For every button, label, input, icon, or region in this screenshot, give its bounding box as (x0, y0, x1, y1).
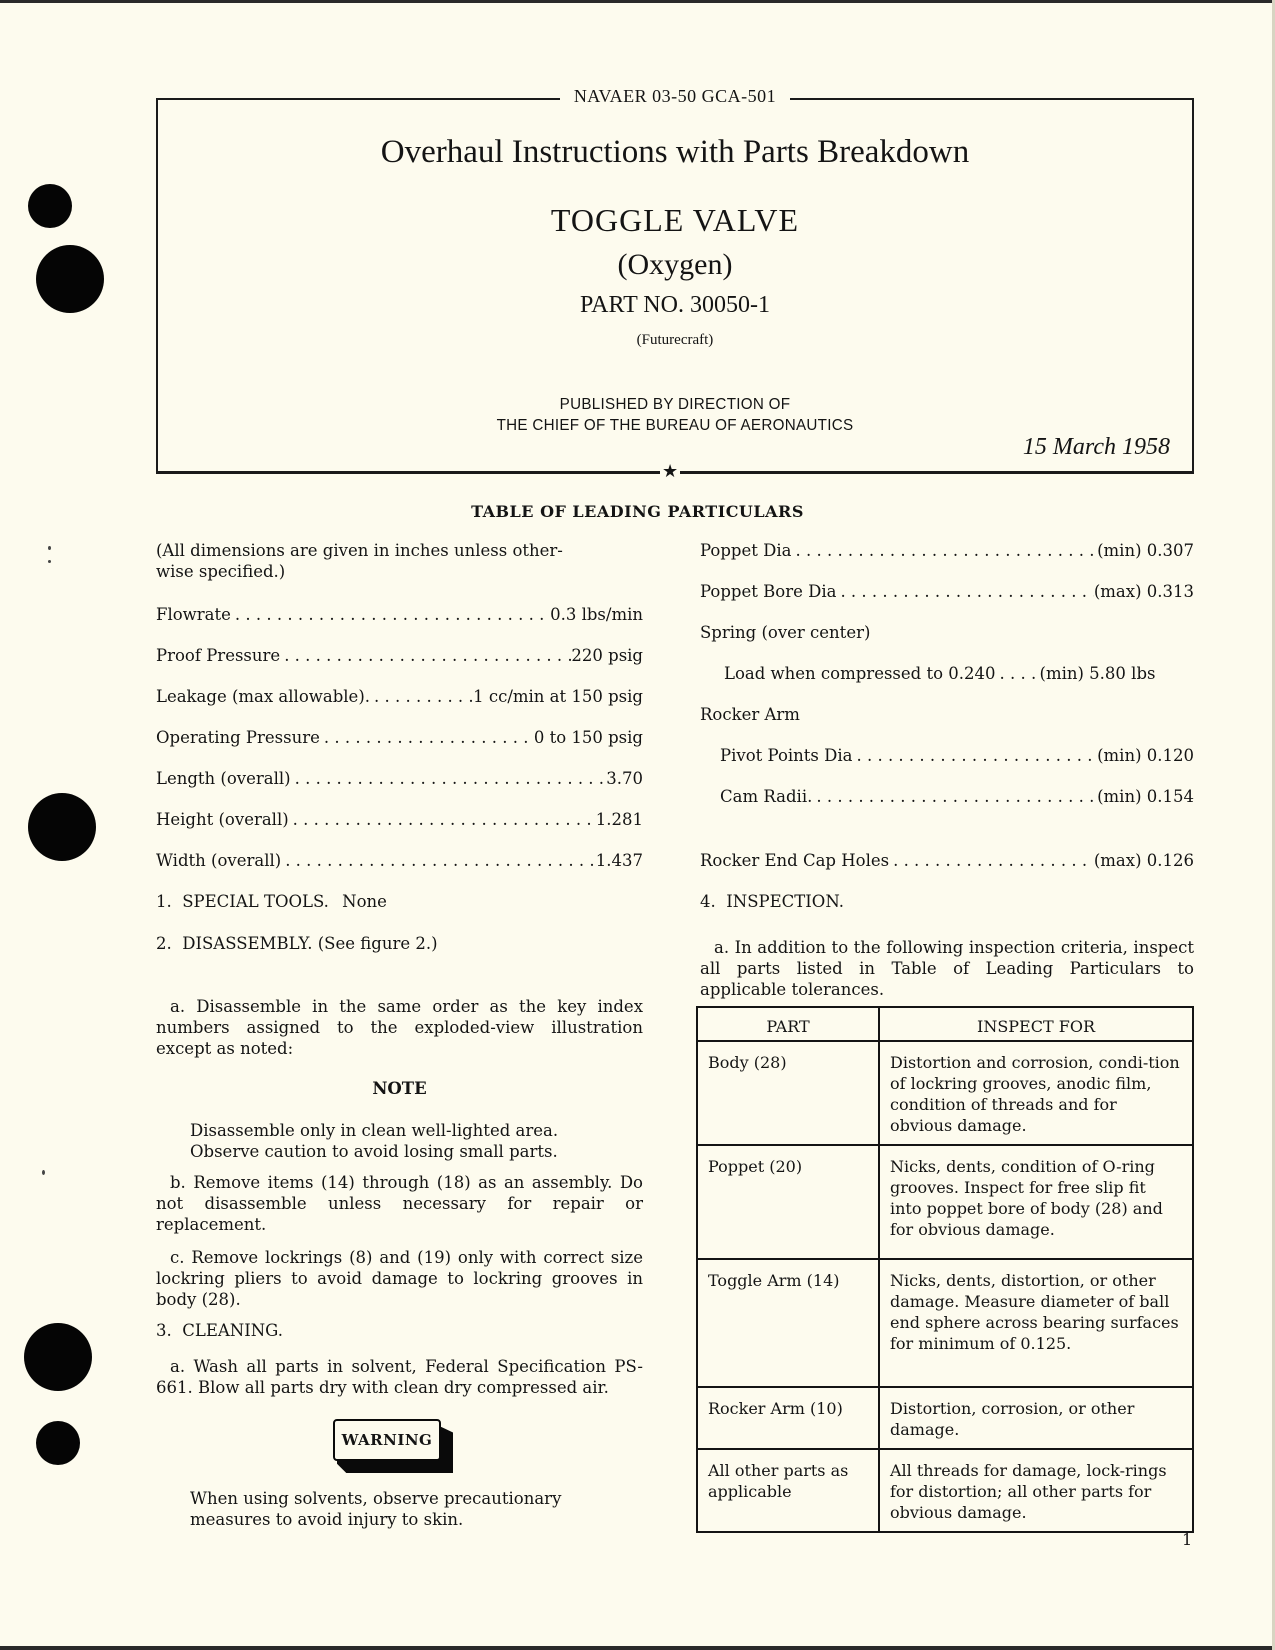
scan-speck (48, 560, 51, 563)
publication-date: 15 March 1958 (1022, 434, 1170, 460)
spec-row-rocker-end-cap: Rocker End Cap Holes . . . (max) 0.126 (700, 850, 1194, 872)
table-row (697, 1259, 1193, 1387)
part-cell: Toggle Arm (14) (697, 1259, 879, 1387)
disassembly-para-b: b. Remove items (14) through (18) as an assembly. Do not disassemble unless necessary for repair or replacement. (156, 1173, 643, 1234)
punch-hole-4 (24, 1323, 92, 1391)
warning-text: When using solvents, observe precautionary measures to avoid injury to skin. (190, 1489, 562, 1529)
disassembly-para-a: a. Disassemble in the same order as the key index numbers assigned to the exploded-view illustration except as noted: (156, 997, 643, 1058)
star-icon: ★ (662, 461, 679, 482)
inspect-cell: Nicks, dents, distortion, or other damage. Measure diameter of ball end sphere across bearing surfaces for minimum of 0.125. (879, 1259, 1193, 1387)
punch-hole-1 (28, 184, 72, 228)
table-row (697, 1041, 1193, 1145)
special-tools-heading: 1. SPECIAL TOOLS. None (156, 892, 387, 911)
product-title: TOGGLE VALVE (550, 202, 800, 238)
spec-row-pivot-points: Pivot Points Dia . . . (min) 0.120 (720, 745, 1194, 767)
part-cell: Poppet (20) (697, 1145, 879, 1259)
main-title: Overhaul Instructions with Parts Breakdown (380, 134, 970, 170)
spec-row-length: Length (overall) . . . 3.70 (156, 768, 643, 790)
spec-row-proof-pressure: Proof Pressure . . . 220 psig (156, 645, 643, 667)
note-title: NOTE (372, 1079, 427, 1098)
note-text: Disassemble only in clean well-lighted area. Observe caution to avoid losing small parts. (190, 1121, 559, 1161)
disassembly-heading: 2. DISASSEMBLY. (See figure 2.) (156, 934, 438, 953)
spec-row-flowrate: Flowrate . . . 0.3 lbs/min (156, 604, 643, 626)
inspect-cell: Distortion and corrosion, condi-tion of lockring grooves, anodic film, condition of threads and for obvious damage. (879, 1041, 1193, 1145)
spec-spring-heading: Spring (over center) (700, 623, 871, 642)
inspection-para-a: a. In addition to the following inspection criteria, inspect all parts listed in Table of Leading Particulars to applicable tolerances. (700, 938, 1194, 999)
spec-row-operating-pressure: Operating Pressure . . . 0 to 150 psig (156, 727, 643, 749)
scan-speck (42, 1170, 45, 1175)
inspection-table (696, 1006, 1194, 1533)
spec-row-cam-radii: Cam Radii. . . . (min) 0.154 (720, 786, 1194, 808)
special-tools-value: None (342, 892, 387, 911)
part-cell: All other parts as applicable (697, 1449, 879, 1532)
spec-row-spring-load: Load when compressed to 0.240 . . . (min) 5.80 lbs (724, 663, 1194, 685)
table-row (697, 1387, 1193, 1449)
spec-row-poppet-bore-dia: Poppet Bore Dia . . . (max) 0.313 (700, 581, 1194, 603)
inspect-cell: All threads for damage, lock-rings for distortion; all other parts for obvious damage. (879, 1449, 1193, 1532)
inspect-cell: Nicks, dents, condition of O-ring grooves. Inspect for free slip fit into poppet bore of body (28) and for obvious damage. (879, 1145, 1193, 1259)
inspection-heading: 4. INSPECTION. (700, 892, 844, 911)
column-header-part: PART (697, 1007, 879, 1041)
punch-hole-5 (36, 1421, 80, 1465)
product-subtitle: (Oxygen) (617, 248, 733, 281)
scan-speck (48, 546, 51, 550)
spec-row-height: Height (overall) . . . 1.281 (156, 809, 643, 831)
spec-rocker-arm-heading: Rocker Arm (700, 705, 800, 724)
document-number: NAVAER 03-50 GCA-501 (158, 86, 1192, 107)
published-line-2: THE CHIEF OF THE BUREAU OF AERONAUTICS (496, 417, 854, 434)
part-cell: Body (28) (697, 1041, 879, 1145)
spec-row-poppet-dia: Poppet Dia . . . (min) 0.307 (700, 540, 1194, 562)
cleaning-heading: 3. CLEANING. (156, 1321, 284, 1340)
inspect-cell: Distortion, corrosion, or other damage. (879, 1387, 1193, 1449)
warning-badge (333, 1419, 449, 1463)
table-row (697, 1449, 1193, 1532)
table-header-row (697, 1007, 1193, 1041)
left-column (156, 0, 643, 1650)
cleaning-para-a: a. Wash all parts in solvent, Federal Specification PS-661. Blow all parts dry with clean dry compressed air. (156, 1357, 643, 1397)
part-number: PART NO. 30050-1 (580, 292, 770, 318)
spec-row-leakage: Leakage (max allowable). . . . 1 cc/min at 150 psig (156, 686, 643, 708)
column-header-inspect-for: INSPECT FOR (879, 1007, 1193, 1041)
dimensions-note: (All dimensions are given in inches unless other- wise specified.) (156, 541, 563, 581)
part-cell: Rocker Arm (10) (697, 1387, 879, 1449)
punch-hole-3 (28, 793, 96, 861)
spec-row-width: Width (overall) . . . 1.437 (156, 850, 643, 872)
table-row (697, 1145, 1193, 1259)
published-line-1: PUBLISHED BY DIRECTION OF (559, 396, 791, 413)
manufacturer: (Futurecraft) (636, 332, 714, 348)
warning-label: WARNING (333, 1419, 441, 1461)
punch-hole-2 (36, 245, 104, 313)
page-number: 1 (1182, 1530, 1193, 1549)
disassembly-para-c: c. Remove lockrings (8) and (19) only with correct size lockring pliers to avoid damage to lockring grooves in body (28). (156, 1248, 643, 1309)
leading-particulars-title: TABLE OF LEADING PARTICULARS (471, 502, 804, 521)
